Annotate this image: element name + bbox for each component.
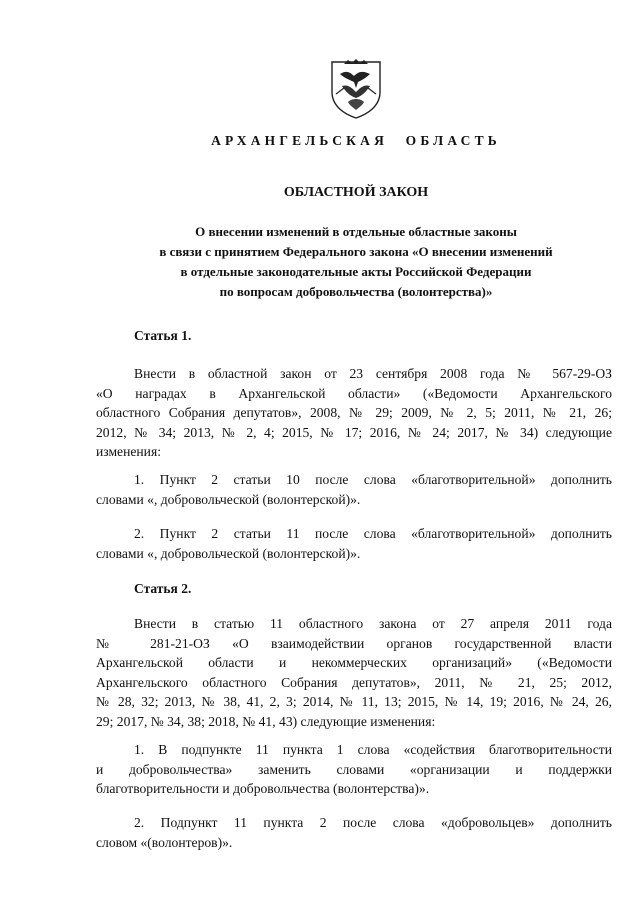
article-1-item-2 [96, 524, 612, 563]
paragraph-line: Внести в областной закон от 23 сентября 2008 года № 567-29-ОЗ [134, 366, 612, 381]
paragraph-line: № 281-21-ОЗ «О взаимодействии органов государственной власти [96, 635, 612, 651]
paragraph-line: № 28, 32; 2013, № 38, 41, 2, 3; 2014, № 11, 13; 2015, № 14, 19; 2016, № 24, 26, [96, 694, 612, 709]
law-title-line: в отдельные законодательные акты Российской Федерации [180, 264, 532, 279]
paragraph-line: словами «, добровольческой (волонтерской)». [96, 491, 361, 507]
region-name: АРХАНГЕЛЬСКАЯ ОБЛАСТЬ [211, 133, 501, 148]
paragraph-line: изменения: [96, 444, 161, 459]
article-2-item-2 [96, 813, 612, 852]
article-1-heading: Статья 1. [134, 328, 192, 343]
law-type: ОБЛАСТНОЙ ЗАКОН [283, 185, 429, 200]
paragraph-line: Архангельского областного Собрания депутатов», 2011, № 21, 25; 2012, [96, 674, 612, 690]
paragraph-line: словами «, добровольческой (волонтерской)». [96, 545, 361, 561]
paragraph-line: благотворительности и добровольчества (волонтерства)». [96, 781, 430, 796]
paragraph-line: Архангельской области и некоммерческих организаций» («Ведомости [96, 655, 612, 670]
paragraph-line: 2. Пункт 2 статьи 11 после слова «благотворительной» дополнить [134, 526, 612, 541]
paragraph-line: 2. Подпункт 11 пункта 2 после слова «добровольцев» дополнить [134, 815, 612, 830]
paragraph-line: словом «(волонтеров)». [96, 834, 233, 850]
paragraph-line: «О наградах в Архангельской области» («Ведомости Архангельского [96, 385, 612, 401]
article-1-item-1 [96, 470, 612, 509]
article-1-intro [96, 364, 612, 462]
article-2-heading: Статья 2. [134, 581, 192, 596]
paragraph-line: 29; 2017, № 34, 38; 2018, № 41, 43) следующие изменения: [96, 713, 436, 729]
paragraph-line: областного Собрания депутатов», 2008, № 29; 2009, № 2, 5; 2011, № 21, 26; [96, 405, 612, 420]
law-title [0, 222, 640, 302]
paragraph-line: и добровольчества» заменить словами «организации и поддержки [96, 761, 612, 777]
article-2-intro [96, 614, 612, 731]
coat-of-arms-icon [326, 58, 386, 120]
paragraph-line: 1. Пункт 2 статьи 10 после слова «благотворительной» дополнить [134, 472, 612, 487]
law-title-line: в связи с принятием Федерального закона «О внесении изменений [159, 244, 553, 259]
law-title-line: О внесении изменений в отдельные областные законы [195, 224, 517, 239]
paragraph-line: 1. В подпункте 11 пункта 1 слова «содействия благотворительности [134, 742, 612, 757]
paragraph-line: Внести в статью 11 областного закона от 27 апреля 2011 года [134, 616, 612, 631]
article-2-item-1 [96, 740, 612, 799]
paragraph-line: 2012, № 34; 2013, № 2, 4; 2015, № 17; 2016, № 24; 2017, № 34) следующие [96, 424, 612, 440]
law-title-line: по вопросам добровольчества (волонтерства)» [219, 284, 493, 299]
